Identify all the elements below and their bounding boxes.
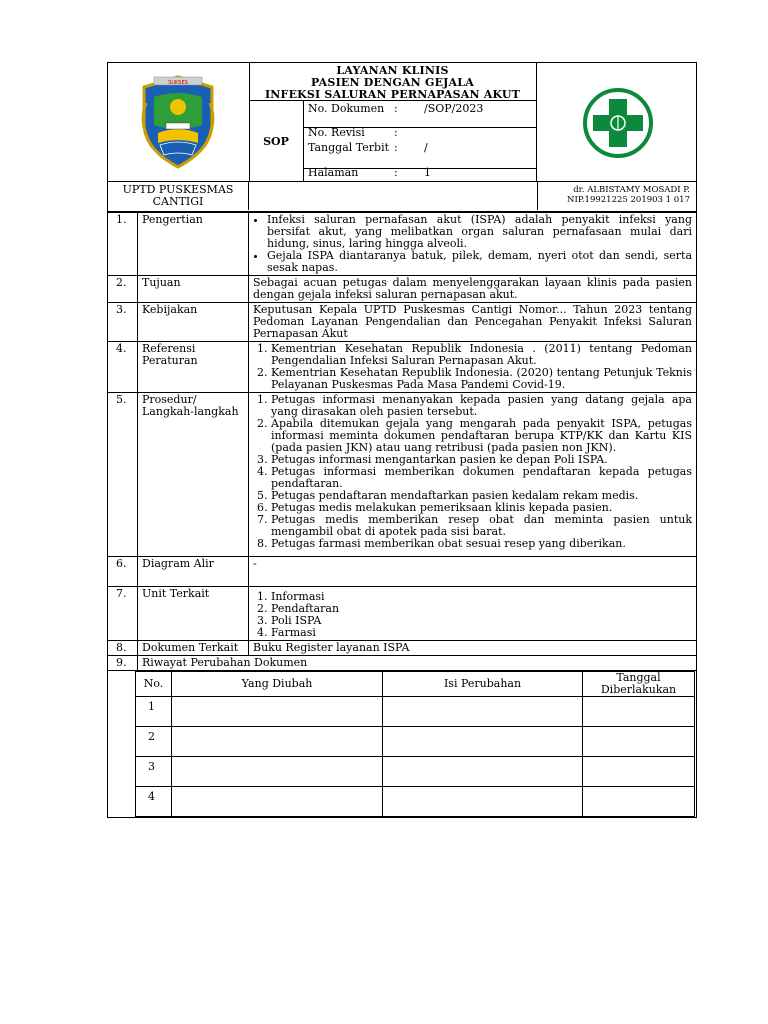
table-cell xyxy=(172,757,383,787)
table-header-row xyxy=(136,672,695,697)
section-content: - xyxy=(249,557,697,587)
table-row xyxy=(136,697,695,727)
section-content xyxy=(249,342,697,393)
title-line-3: INFEKSI SALURAN PERNAPASAN AKUT xyxy=(264,88,521,101)
list-item: 2. Apabila ditemukan gejala yang mengarah pada penyakit ISPA, petugas informasi meminta dokumen pendaftaran berupa KTP/KK dan Kartu KIS (pada pasien JKN) atau uang retribusi (pada pasien non JKN). xyxy=(271,418,692,454)
section-number: 5. xyxy=(108,393,138,557)
table-cell xyxy=(383,757,583,787)
meta-row-tanggal xyxy=(308,142,428,154)
blank-cell xyxy=(249,182,538,210)
org-line-1: UPTD PUSKESMAS xyxy=(122,183,234,196)
table-cell xyxy=(383,787,583,817)
list-item: • Infeksi saluran pernafasan akut (ISPA) adalah penyakit infeksi yang bersifat akut, yang melibatkan organ saluran pernafasaan mulai dari hidung, sinus, laring hingga alveoli. xyxy=(267,214,692,250)
section-number: 4. xyxy=(108,342,138,393)
emblem-text: SUKSES xyxy=(168,80,188,86)
section-content xyxy=(249,393,697,557)
title-line-1: LAYANAN KLINIS xyxy=(336,64,449,77)
row-number: 4 xyxy=(136,787,172,817)
document-meta xyxy=(304,101,537,181)
title-line-2: PASIEN DENGAN GEJALA xyxy=(311,76,474,89)
sop-document xyxy=(107,62,697,818)
meta-label: No. Dokumen xyxy=(308,102,385,115)
section-number: 6. xyxy=(108,557,138,587)
meta-value: / xyxy=(424,141,428,154)
signer-name: dr. ALBISTAMY MOSADI P. xyxy=(573,185,690,195)
regency-emblem-icon xyxy=(108,63,249,181)
list-item: 4. Farmasi xyxy=(271,627,692,639)
section-label: Referensi Peraturan xyxy=(138,342,249,393)
signature-block xyxy=(537,182,696,210)
meta-colon: : xyxy=(394,126,398,139)
organization-name xyxy=(108,182,249,210)
section-content xyxy=(249,587,697,641)
sop-title xyxy=(249,63,537,101)
list-item: 5. Petugas pendaftaran mendaftarkan pasien kedalam rekam medis. xyxy=(271,490,692,502)
meta-value: 1 xyxy=(424,166,431,179)
list-item: 2. Kementrian Kesehatan Republik Indonesia. (2020) tentang Petunjuk Teknis Pelayanan Puskesmas Pada Masa Pandemi Covid-19. xyxy=(271,367,692,391)
puskesmas-logo-cell xyxy=(537,63,696,181)
table-cell xyxy=(172,697,383,727)
section-content xyxy=(249,213,697,276)
section-label: Unit Terkait xyxy=(138,587,249,641)
list-item: 3. Petugas informasi mengantarkan pasien ke depan Poli ISPA. xyxy=(271,454,692,466)
row-number: 1 xyxy=(136,697,172,727)
section-number: 3. xyxy=(108,303,138,342)
section-tujuan xyxy=(108,276,697,303)
list-item: 7. Petugas medis memberikan resep obat dan meminta pasien untuk mengambil obat di apotek pada sisi barat. xyxy=(271,514,692,538)
org-line-2: CANTIGI xyxy=(152,195,204,208)
meta-row-dokumen xyxy=(308,103,483,115)
signer-nip: NIP.19921225 201903 1 017 xyxy=(567,195,690,205)
section-content: Buku Register layanan ISPA xyxy=(249,641,697,656)
section-content: Keputusan Kepala UPTD Puskesmas Cantigi Nomor... Tahun 2023 tentang Pedoman Layanan Pengendalian dan Pencegahan Penyakit Infeksi Saluran Pernapasan Akut xyxy=(249,303,697,342)
section-number: 7. xyxy=(108,587,138,641)
section-riwayat-table-row xyxy=(108,671,697,818)
section-label: Tujuan xyxy=(138,276,249,303)
list-item: 4. Petugas informasi memberikan dokumen pendaftaran kepada petugas pendaftaran. xyxy=(271,466,692,490)
sop-header xyxy=(107,62,697,182)
list-item: 1. Petugas informasi menanyakan kepada pasien yang datang gejala apa yang dirasakan oleh pasien tersebut. xyxy=(271,394,692,418)
section-number: 1. xyxy=(108,213,138,276)
meta-label: No. Revisi xyxy=(308,126,365,139)
section-diagram xyxy=(108,557,697,587)
list-item: 3. Poli ISPA xyxy=(271,615,692,627)
table-cell xyxy=(583,757,695,787)
history-table-cell xyxy=(108,671,697,818)
list-item: 6. Petugas medis melakukan pemeriksaan klinis kepada pasien. xyxy=(271,502,692,514)
puskesmas-cross-logo-icon xyxy=(537,63,696,181)
section-label: Prosedur/ Langkah-langkah xyxy=(138,393,249,557)
section-number: 2. xyxy=(108,276,138,303)
table-row xyxy=(136,757,695,787)
table-row xyxy=(136,787,695,817)
sop-subheader xyxy=(107,182,697,212)
section-kebijakan xyxy=(108,303,697,342)
sop-body-table xyxy=(107,212,697,818)
table-cell xyxy=(583,727,695,757)
row-number: 3 xyxy=(136,757,172,787)
section-riwayat xyxy=(108,656,697,671)
row-number: 2 xyxy=(136,727,172,757)
section-referensi xyxy=(108,342,697,393)
column-header: No. xyxy=(136,672,172,697)
meta-divider xyxy=(304,127,537,128)
list-item: 1. Informasi xyxy=(271,591,692,603)
section-number: 9. xyxy=(108,656,138,671)
meta-colon: : xyxy=(394,166,398,179)
list-item: 8. Petugas farmasi memberikan obat sesuai resep yang diberikan. xyxy=(271,538,692,550)
section-prosedur xyxy=(108,393,697,557)
meta-row-revisi xyxy=(308,127,424,139)
section-label: Pengertian xyxy=(138,213,249,276)
list-item: 1. Kementrian Kesehatan Republik Indonesia . (2011) tentang Pedoman Pengendalian Infeksi Saluran Pernapasan Akut. xyxy=(271,343,692,367)
section-label: Kebijakan xyxy=(138,303,249,342)
table-cell xyxy=(172,727,383,757)
column-header: Yang Diubah xyxy=(172,672,383,697)
table-row xyxy=(136,727,695,757)
sop-label: SOP xyxy=(249,101,304,181)
section-pengertian xyxy=(108,213,697,276)
list-item: • Gejala ISPA diantaranya batuk, pilek, demam, nyeri otot dan sendi, serta sesak napas. xyxy=(267,250,692,274)
meta-divider xyxy=(304,168,537,169)
table-cell xyxy=(383,727,583,757)
table-cell xyxy=(172,787,383,817)
table-cell xyxy=(383,697,583,727)
meta-value: /SOP/2023 xyxy=(424,102,484,115)
regency-emblem-cell xyxy=(108,63,250,181)
meta-label: Tanggal Terbit xyxy=(308,141,390,154)
table-cell xyxy=(583,697,695,727)
meta-label: Halaman xyxy=(308,166,359,179)
column-header: Isi Perubahan xyxy=(383,672,583,697)
section-label: Riwayat Perubahan Dokumen xyxy=(138,656,697,671)
section-label: Dokumen Terkait xyxy=(138,641,249,656)
section-unit xyxy=(108,587,697,641)
column-header: Tanggal Diberlakukan xyxy=(583,672,695,697)
list-item: 2. Pendaftaran xyxy=(271,603,692,615)
change-history-table xyxy=(135,671,695,817)
section-number: 8. xyxy=(108,641,138,656)
table-cell xyxy=(583,787,695,817)
meta-colon: : xyxy=(394,102,398,115)
section-label: Diagram Alir xyxy=(138,557,249,587)
section-content: Sebagai acuan petugas dalam menyelenggarakan layaan klinis pada pasien dengan gejala infeksi saluran pernapasan akut. xyxy=(249,276,697,303)
meta-colon: : xyxy=(394,141,398,154)
section-dokumen xyxy=(108,641,697,656)
